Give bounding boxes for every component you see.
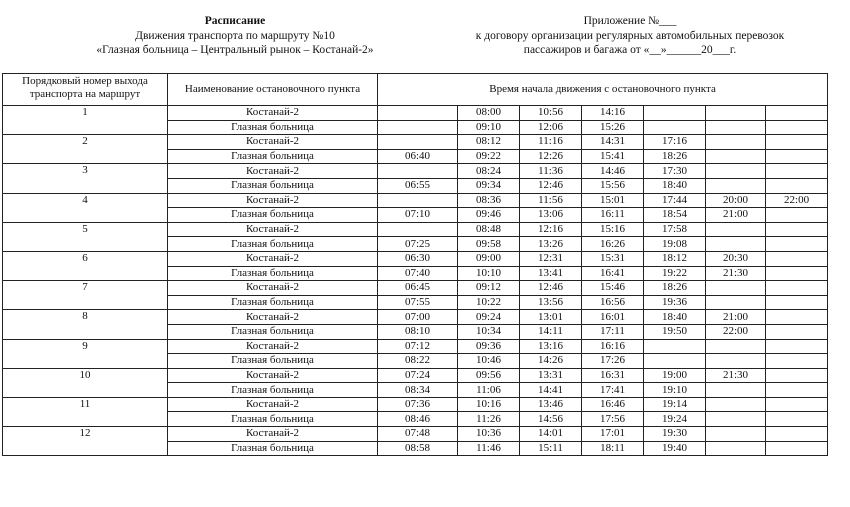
- stop-name: Глазная больница: [168, 324, 378, 339]
- departure-time: 13:31: [520, 368, 582, 383]
- departure-time: 17:30: [644, 164, 706, 179]
- departure-time: 13:26: [520, 237, 582, 252]
- departure-time: 06:45: [378, 281, 458, 296]
- stop-name: Глазная больница: [168, 237, 378, 252]
- departure-time: 10:36: [458, 427, 520, 442]
- departure-time: 07:00: [378, 310, 458, 325]
- departure-time: 17:01: [582, 427, 644, 442]
- departure-time: [766, 383, 828, 398]
- departure-time: [706, 383, 766, 398]
- exit-number: 9: [3, 339, 168, 368]
- departure-time: 07:25: [378, 237, 458, 252]
- departure-time: 09:12: [458, 281, 520, 296]
- departure-time: 14:26: [520, 354, 582, 369]
- departure-time: 11:26: [458, 412, 520, 427]
- departure-time: 19:30: [644, 427, 706, 442]
- exit-number: 7: [3, 281, 168, 310]
- header-right: [455, 14, 805, 58]
- table-row: [3, 397, 828, 412]
- departure-time: 09:10: [458, 120, 520, 135]
- departure-time: 07:55: [378, 295, 458, 310]
- departure-time: 12:26: [520, 149, 582, 164]
- departure-time: 08:10: [378, 324, 458, 339]
- stop-name: Глазная больница: [168, 441, 378, 456]
- departure-time: 07:10: [378, 208, 458, 223]
- departure-time: [766, 237, 828, 252]
- departure-time: 14:41: [520, 383, 582, 398]
- departure-time: [766, 251, 828, 266]
- departure-time: 08:36: [458, 193, 520, 208]
- departure-time: 16:16: [582, 339, 644, 354]
- departure-time: 13:01: [520, 310, 582, 325]
- departure-time: 15:41: [582, 149, 644, 164]
- departure-time: [378, 135, 458, 150]
- departure-time: 11:46: [458, 441, 520, 456]
- departure-time: 17:56: [582, 412, 644, 427]
- departure-time: 20:00: [706, 193, 766, 208]
- departure-time: [378, 120, 458, 135]
- departure-time: 19:24: [644, 412, 706, 427]
- departure-time: 07:48: [378, 427, 458, 442]
- departure-time: 17:11: [582, 324, 644, 339]
- table-row: [3, 251, 828, 266]
- departure-time: 19:10: [644, 383, 706, 398]
- departure-time: 15:16: [582, 222, 644, 237]
- departure-time: 19:40: [644, 441, 706, 456]
- departure-time: [706, 149, 766, 164]
- stop-name: Костанай-2: [168, 427, 378, 442]
- departure-time: 17:44: [644, 193, 706, 208]
- table-row: [3, 310, 828, 325]
- stop-name: Костанай-2: [168, 135, 378, 150]
- table-row: [3, 193, 828, 208]
- departure-time: 08:34: [378, 383, 458, 398]
- departure-time: 11:16: [520, 135, 582, 150]
- departure-time: [766, 295, 828, 310]
- departure-time: 20:30: [706, 251, 766, 266]
- stop-name: Глазная больница: [168, 412, 378, 427]
- departure-time: [766, 427, 828, 442]
- departure-time: 12:46: [520, 281, 582, 296]
- stop-name: Глазная больница: [168, 295, 378, 310]
- exit-number: 10: [3, 368, 168, 397]
- departure-time: 09:36: [458, 339, 520, 354]
- stop-name: Глазная больница: [168, 178, 378, 193]
- schedule-title: Расписание: [204, 15, 266, 27]
- departure-time: 07:40: [378, 266, 458, 281]
- departure-time: 17:26: [582, 354, 644, 369]
- departure-time: 21:00: [706, 310, 766, 325]
- departure-time: [378, 193, 458, 208]
- departure-time: 06:55: [378, 178, 458, 193]
- exit-number: 5: [3, 222, 168, 251]
- departure-time: [706, 427, 766, 442]
- departure-time: 17:16: [644, 135, 706, 150]
- exit-number: 11: [3, 397, 168, 426]
- departure-time: [706, 281, 766, 296]
- departure-time: [706, 222, 766, 237]
- departure-time: 09:58: [458, 237, 520, 252]
- stop-name: Костанай-2: [168, 251, 378, 266]
- stop-name: Костанай-2: [168, 193, 378, 208]
- departure-time: 18:26: [644, 149, 706, 164]
- departure-time: 14:31: [582, 135, 644, 150]
- departure-time: 14:01: [520, 427, 582, 442]
- departure-time: 19:08: [644, 237, 706, 252]
- stop-name: Костанай-2: [168, 281, 378, 296]
- departure-time: 09:46: [458, 208, 520, 223]
- departure-time: [706, 354, 766, 369]
- departure-time: 11:56: [520, 193, 582, 208]
- departure-time: [706, 178, 766, 193]
- departure-time: [706, 339, 766, 354]
- departure-time: [766, 164, 828, 179]
- departure-time: 15:01: [582, 193, 644, 208]
- departure-time: [766, 149, 828, 164]
- departure-time: 09:24: [458, 310, 520, 325]
- departure-time: [766, 120, 828, 135]
- departure-time: [706, 295, 766, 310]
- departure-time: [766, 354, 828, 369]
- departure-time: [706, 441, 766, 456]
- departure-time: [766, 441, 828, 456]
- departure-time: 08:48: [458, 222, 520, 237]
- departure-time: 15:26: [582, 120, 644, 135]
- departure-time: [644, 120, 706, 135]
- stop-name: Глазная больница: [168, 266, 378, 281]
- departure-time: [766, 266, 828, 281]
- stop-name: Глазная больница: [168, 149, 378, 164]
- departure-time: 18:54: [644, 208, 706, 223]
- departure-time: 10:34: [458, 324, 520, 339]
- departure-time: [766, 412, 828, 427]
- exit-number: 6: [3, 251, 168, 280]
- departure-time: 15:56: [582, 178, 644, 193]
- departure-time: [766, 208, 828, 223]
- table-row: [3, 368, 828, 383]
- departure-time: 19:14: [644, 397, 706, 412]
- departure-time: 07:24: [378, 368, 458, 383]
- departure-time: 13:41: [520, 266, 582, 281]
- col-header-stop-name: Наименование остановочного пункта: [168, 74, 378, 106]
- exit-number: 8: [3, 310, 168, 339]
- departure-time: 07:36: [378, 397, 458, 412]
- departure-time: 19:50: [644, 324, 706, 339]
- departure-time: [766, 135, 828, 150]
- table-header-row: [3, 74, 828, 106]
- departure-time: 12:16: [520, 222, 582, 237]
- departure-time: [378, 164, 458, 179]
- stop-name: Глазная больница: [168, 383, 378, 398]
- stop-name: Костанай-2: [168, 339, 378, 354]
- departure-time: 16:46: [582, 397, 644, 412]
- exit-number: 1: [3, 106, 168, 135]
- stop-name: Глазная больница: [168, 120, 378, 135]
- departure-time: 07:12: [378, 339, 458, 354]
- departure-time: 21:00: [706, 208, 766, 223]
- departure-time: [706, 237, 766, 252]
- departure-time: 18:12: [644, 251, 706, 266]
- table-row: [3, 222, 828, 237]
- departure-time: [644, 339, 706, 354]
- stop-name: Костанай-2: [168, 368, 378, 383]
- departure-time: 13:06: [520, 208, 582, 223]
- departure-time: 21:30: [706, 368, 766, 383]
- stop-name: Костанай-2: [168, 106, 378, 121]
- exit-number: 12: [3, 427, 168, 456]
- departure-time: 10:16: [458, 397, 520, 412]
- departure-time: [706, 135, 766, 150]
- departure-time: 22:00: [766, 193, 828, 208]
- departure-time: 09:56: [458, 368, 520, 383]
- departure-time: 11:36: [520, 164, 582, 179]
- header-left: [0, 14, 470, 58]
- departure-time: 14:56: [520, 412, 582, 427]
- departure-time: 22:00: [706, 324, 766, 339]
- stop-name: Костанай-2: [168, 164, 378, 179]
- departure-time: [644, 106, 706, 121]
- departure-time: 18:40: [644, 310, 706, 325]
- departure-time: 19:00: [644, 368, 706, 383]
- table-row: [3, 164, 828, 179]
- departure-time: 10:46: [458, 354, 520, 369]
- departure-time: 18:26: [644, 281, 706, 296]
- departure-time: 16:11: [582, 208, 644, 223]
- col-header-departure-time: Время начала движения с остановочного пункта: [378, 74, 828, 106]
- departure-time: [766, 368, 828, 383]
- col-header-exit-number: Порядковый номер выхода транспорта на маршрут: [3, 74, 168, 106]
- departure-time: 13:46: [520, 397, 582, 412]
- departure-time: 16:56: [582, 295, 644, 310]
- table-row: [3, 339, 828, 354]
- departure-time: 18:11: [582, 441, 644, 456]
- departure-time: [706, 397, 766, 412]
- departure-time: [766, 324, 828, 339]
- departure-time: 14:11: [520, 324, 582, 339]
- contract-description: к договору организации регулярных автомобильных перевозок: [475, 29, 785, 42]
- departure-time: 13:16: [520, 339, 582, 354]
- departure-time: [378, 106, 458, 121]
- departure-time: 08:24: [458, 164, 520, 179]
- departure-time: 08:58: [378, 441, 458, 456]
- route-name: «Глазная больница – Центральный рынок – Костанай-2»: [96, 44, 374, 56]
- departure-time: 19:36: [644, 295, 706, 310]
- schedule-table: [2, 73, 828, 456]
- departure-time: [766, 339, 828, 354]
- table-row: [3, 427, 828, 442]
- departure-time: 10:56: [520, 106, 582, 121]
- departure-time: 16:01: [582, 310, 644, 325]
- stop-name: Глазная больница: [168, 208, 378, 223]
- departure-time: 12:06: [520, 120, 582, 135]
- schedule-body: [3, 106, 828, 456]
- table-row: [3, 106, 828, 121]
- departure-time: 06:40: [378, 149, 458, 164]
- departure-time: 17:58: [644, 222, 706, 237]
- stop-name: Костанай-2: [168, 222, 378, 237]
- departure-time: 06:30: [378, 251, 458, 266]
- departure-time: [766, 397, 828, 412]
- departure-time: [766, 106, 828, 121]
- departure-time: 16:41: [582, 266, 644, 281]
- departure-time: 21:30: [706, 266, 766, 281]
- departure-time: 18:40: [644, 178, 706, 193]
- departure-time: 15:11: [520, 441, 582, 456]
- departure-time: 14:46: [582, 164, 644, 179]
- departure-time: 08:46: [378, 412, 458, 427]
- departure-time: 12:31: [520, 251, 582, 266]
- departure-time: 09:34: [458, 178, 520, 193]
- departure-time: 08:22: [378, 354, 458, 369]
- departure-time: 17:41: [582, 383, 644, 398]
- departure-time: 10:10: [458, 266, 520, 281]
- departure-time: 12:46: [520, 178, 582, 193]
- departure-time: [766, 222, 828, 237]
- departure-time: [766, 281, 828, 296]
- exit-number: 3: [3, 164, 168, 193]
- departure-time: 08:00: [458, 106, 520, 121]
- appendix-number: Приложение №___: [583, 15, 677, 27]
- exit-number: 2: [3, 135, 168, 164]
- departure-time: 19:22: [644, 266, 706, 281]
- table-row: [3, 281, 828, 296]
- departure-time: 09:00: [458, 251, 520, 266]
- departure-time: 14:16: [582, 106, 644, 121]
- departure-time: 13:56: [520, 295, 582, 310]
- exit-number: 4: [3, 193, 168, 222]
- departure-time: [766, 178, 828, 193]
- route-description: Движения транспорта по маршруту №10: [135, 29, 335, 42]
- stop-name: Глазная больница: [168, 354, 378, 369]
- departure-time: 09:22: [458, 149, 520, 164]
- departure-time: 15:46: [582, 281, 644, 296]
- departure-time: [706, 120, 766, 135]
- departure-time: [706, 106, 766, 121]
- departure-time: 16:26: [582, 237, 644, 252]
- stop-name: Костанай-2: [168, 310, 378, 325]
- departure-time: [378, 222, 458, 237]
- departure-time: [766, 310, 828, 325]
- departure-time: 08:12: [458, 135, 520, 150]
- departure-time: [644, 354, 706, 369]
- departure-time: 16:31: [582, 368, 644, 383]
- table-row: [3, 135, 828, 150]
- contract-date-line: пассажиров и багажа от «__»______20___г.: [523, 44, 737, 56]
- departure-time: 11:06: [458, 383, 520, 398]
- stop-name: Костанай-2: [168, 397, 378, 412]
- departure-time: [706, 164, 766, 179]
- departure-time: 15:31: [582, 251, 644, 266]
- departure-time: 10:22: [458, 295, 520, 310]
- departure-time: [706, 412, 766, 427]
